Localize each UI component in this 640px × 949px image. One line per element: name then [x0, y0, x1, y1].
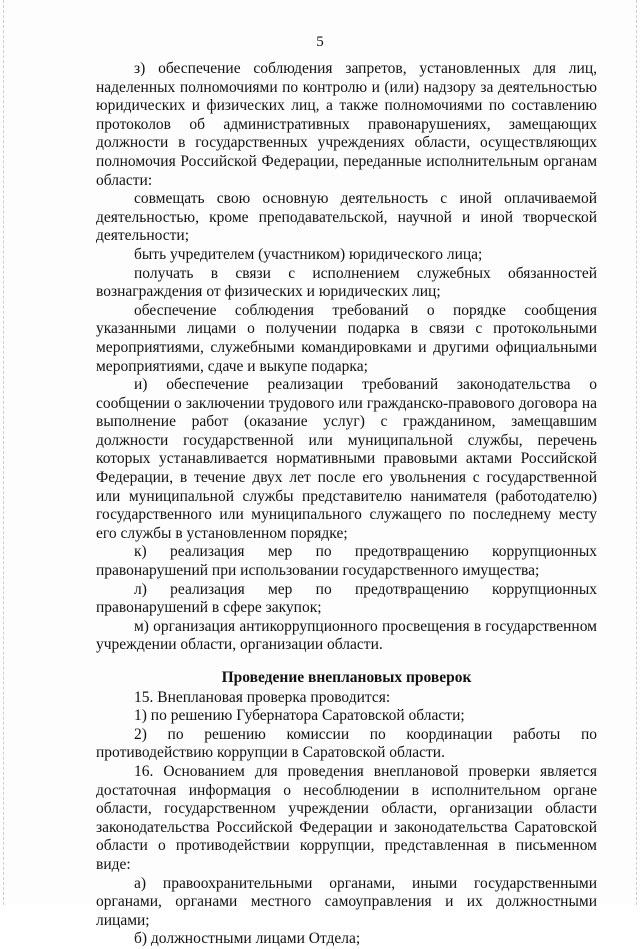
scan-right-edge — [636, 0, 637, 905]
paragraph: 16. Основанием для проведения внеплановой проверки является достаточная информация о несоблюдении в исполнительном органе области, государственном учреждении области, организации области законодательства Российской Федерации и законодательства Саратовской области о противодействии коррупции, представленная в письменном виде: — [96, 762, 597, 873]
paragraph: совмещать свою основную деятельность с иной оплачиваемой деятельностью, кроме преподавательской, научной и иной творческой деятельности; — [96, 190, 597, 245]
paragraph: и) обеспечение реализации требований законодательства о сообщении о заключении трудового или гражданско-правового договора на выполнение работ (оказание услуг) с гражданином, замещавшим должности государственной или муниципальной службы, перечень которых устанавливается нормативными правовыми актами Российской Федерации, в течение двух лет после его увольнения с государственной или муниципальной службы представителю нанимателя (работодателю) государственного или муниципального служащего по последнему месту его службы в установленном порядке; — [96, 376, 597, 542]
paragraph: к) реализация мер по предотвращению коррупционных правонарушений при использовании государственного имущества; — [96, 543, 597, 580]
paragraph: 1) по решению Губернатора Саратовской области; — [134, 707, 465, 725]
page-number: 5 — [316, 34, 324, 50]
paragraph: 15. Внеплановая проверка проводится: — [134, 688, 391, 706]
section-heading: Проведение внеплановых проверок — [221, 669, 472, 686]
paragraph: л) реализация мер по предотвращению коррупционных правонарушений в сфере закупок; — [96, 580, 597, 617]
paragraph: м) организация антикоррупционного просвещения в государственном учреждении области, организации области. — [96, 617, 597, 654]
paragraph: обеспечение соблюдения требований о порядке сообщения указанными лицами о получении подарка в связи с протокольными мероприятиями, служебными командировками и другими официальными мероприятиями, сдаче и выкупе подарка; — [96, 301, 597, 375]
paragraph: б) должностными лицами Отдела; — [134, 930, 361, 948]
paragraph: получать в связи с исполнением служебных обязанностей вознаграждения от физических и юридических лиц; — [96, 264, 597, 301]
paragraph: а) правоохранительными органами, иными государственными органами, органами местного самоуправления и их должностными лицами; — [96, 874, 597, 929]
document-body — [96, 60, 597, 949]
scan-left-edge — [3, 0, 4, 905]
paragraph: 2) по решению комиссии по координации работы по противодействию коррупции в Саратовской области. — [96, 725, 597, 762]
paragraph: з) обеспечение соблюдения запретов, установленных для лиц, наделенных полномочиями по контролю и (или) надзору за деятельностью юридических и физических лиц, а также полномочиями по составлению протоколов об административных правонарушениях, замещающих должности в государственных учреждениях области, осуществляющих полномочия Российской Федерации, переданные исполнительным органам области: — [96, 60, 597, 189]
paragraph: быть учредителем (участником) юридического лица; — [134, 245, 483, 263]
